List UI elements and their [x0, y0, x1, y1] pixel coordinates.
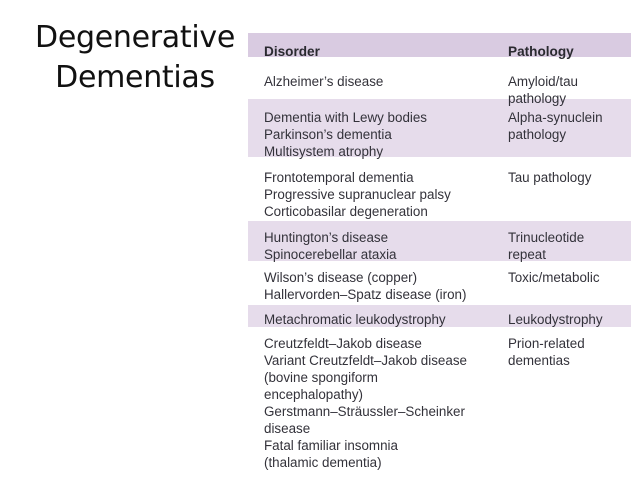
- disorder-cell: [248, 332, 496, 471]
- disorder-cell: [248, 66, 496, 97]
- disorder-line: Wilson’s disease (copper): [264, 270, 418, 285]
- pathology-cell: [496, 225, 631, 261]
- pathology-line: Amyloid/tau: [508, 74, 578, 89]
- header-disorder: Disorder: [264, 44, 320, 59]
- pathology-line: Alpha-synuclein: [508, 110, 603, 125]
- pathology-line: Prion-related: [508, 336, 585, 351]
- disorder-line: Frontotemporal dementia: [264, 170, 414, 185]
- table-row: [248, 329, 631, 473]
- disorder-line: (thalamic dementia): [264, 455, 382, 470]
- disorder-line: Creutzfeldt–Jakob disease: [264, 336, 422, 351]
- slide-title-line-1: Degenerative: [35, 20, 235, 55]
- slide-title-line-2: Dementias: [55, 60, 215, 95]
- disorder-line: Fatal familiar insomnia: [264, 438, 398, 453]
- pathology-line: repeat: [508, 247, 546, 262]
- disorder-line: Alzheimer’s disease: [264, 74, 384, 89]
- pathology-line: pathology: [508, 127, 567, 142]
- pathology-line: Toxic/metabolic: [508, 270, 600, 285]
- disorder-cell: [248, 104, 496, 157]
- disorder-line: Corticobasilar degeneration: [264, 204, 428, 219]
- table-row: [248, 263, 631, 305]
- pathology-line: Tau pathology: [508, 170, 592, 185]
- disorder-line: Hallervorden–Spatz disease (iron): [264, 287, 467, 302]
- pathology-cell: [496, 104, 631, 157]
- dementia-table: [248, 33, 631, 473]
- disorder-line: Gerstmann–Sträussler–Scheinker: [264, 404, 465, 419]
- slide-title: [22, 18, 248, 98]
- pathology-line: Trinucleotide: [508, 230, 585, 245]
- table-row: [248, 159, 631, 221]
- disorder-cell: [248, 308, 496, 327]
- table-row: [248, 99, 631, 159]
- disorder-cell: [248, 266, 496, 303]
- table-row: [248, 59, 631, 106]
- pathology-cell: [496, 332, 631, 471]
- disorder-line: disease: [264, 421, 311, 436]
- pathology-cell: [496, 266, 631, 303]
- disorder-cell: [248, 225, 496, 261]
- disorder-line: Multisystem atrophy: [264, 144, 384, 159]
- pathology-cell: [496, 308, 631, 327]
- pathology-cell: [496, 66, 631, 106]
- disorder-line: Spinocerebellar ataxia: [264, 247, 397, 262]
- disorder-line: Parkinson’s dementia: [264, 127, 392, 142]
- table-row: [248, 221, 631, 263]
- disorder-line: Progressive supranuclear palsy: [264, 187, 451, 202]
- disorder-line: Dementia with Lewy bodies: [264, 110, 428, 125]
- pathology-line: Leukodystrophy: [508, 312, 603, 327]
- pathology-cell: [496, 164, 631, 219]
- table-row: [248, 305, 631, 329]
- table-header-row: [248, 33, 631, 59]
- disorder-line: encephalopathy): [264, 387, 364, 402]
- disorder-cell: [248, 164, 496, 219]
- pathology-line: pathology: [508, 91, 567, 106]
- disorder-line: Huntington’s disease: [264, 230, 389, 245]
- disorder-line: (bovine spongiform: [264, 370, 378, 385]
- disorder-line: Metachromatic leukodystrophy: [264, 312, 446, 327]
- pathology-line: dementias: [508, 353, 570, 368]
- header-pathology: Pathology: [508, 44, 574, 59]
- disorder-line: Variant Creutzfeldt–Jakob disease: [264, 353, 467, 368]
